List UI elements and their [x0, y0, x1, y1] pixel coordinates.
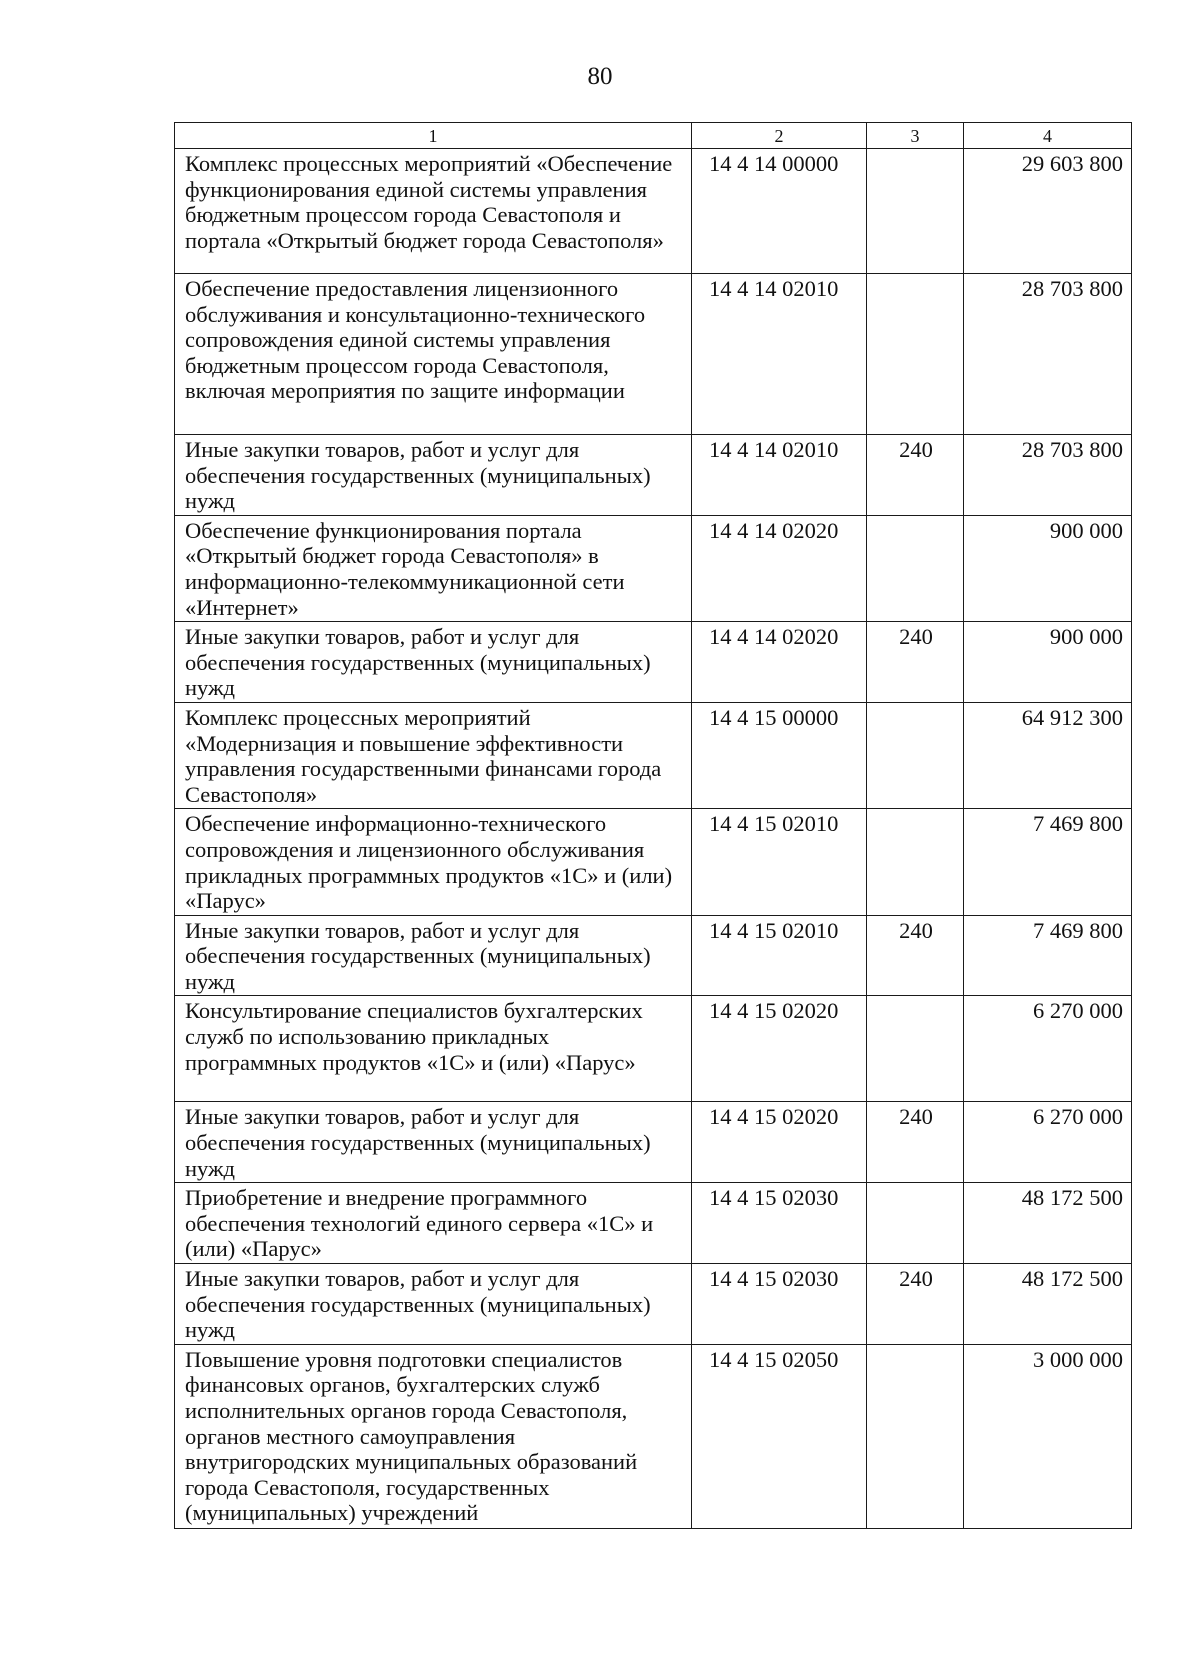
- row-type: 240: [867, 915, 964, 996]
- row-name: Иные закупки товаров, работ и услуг для обеспечения государственных (муниципальных) нужд: [175, 1264, 692, 1345]
- row-code: 14 4 15 00000: [692, 702, 867, 808]
- budget-table: [174, 122, 1132, 1529]
- table-row: [175, 1183, 1132, 1264]
- row-code: 14 4 14 02010: [692, 274, 867, 435]
- row-type: [867, 996, 964, 1102]
- row-code: 14 4 15 02010: [692, 915, 867, 996]
- table-row: [175, 996, 1132, 1102]
- row-type: [867, 274, 964, 435]
- row-amount: 28 703 800: [964, 274, 1132, 435]
- row-code: 14 4 14 02020: [692, 622, 867, 703]
- table-row: [175, 1344, 1132, 1528]
- row-code: 14 4 14 00000: [692, 149, 867, 274]
- column-header-amount: 4: [964, 123, 1132, 149]
- row-amount: 6 270 000: [964, 996, 1132, 1102]
- row-amount: 28 703 800: [964, 435, 1132, 516]
- row-name: Комплекс процессных мероприятий «Модернизация и повышение эффективности управления государственными финансами города Севастополя»: [175, 702, 692, 808]
- row-type: 240: [867, 1102, 964, 1183]
- row-code: 14 4 15 02020: [692, 996, 867, 1102]
- row-name: Иные закупки товаров, работ и услуг для обеспечения государственных (муниципальных) нужд: [175, 435, 692, 516]
- row-type: 240: [867, 622, 964, 703]
- column-header-type: 3: [867, 123, 964, 149]
- row-name: Комплекс процессных мероприятий «Обеспечение функционирования единой системы управления бюджетным процессом города Севастополя и портала «Открытый бюджет города Севастополя»: [175, 149, 692, 274]
- row-type: [867, 149, 964, 274]
- column-header-name: 1: [175, 123, 692, 149]
- row-name: Обеспечение информационно-технического сопровождения и лицензионного обслуживания прикладных программных продуктов «1С» и (или) «Парус»: [175, 809, 692, 915]
- row-name: Иные закупки товаров, работ и услуг для обеспечения государственных (муниципальных) нужд: [175, 622, 692, 703]
- table-row: [175, 515, 1132, 621]
- row-name: Приобретение и внедрение программного обеспечения технологий единого сервера «1С» и (или) «Парус»: [175, 1183, 692, 1264]
- row-amount: 48 172 500: [964, 1264, 1132, 1345]
- column-header-code: 2: [692, 123, 867, 149]
- row-type: 240: [867, 1264, 964, 1345]
- row-name: Консультирование специалистов бухгалтерских служб по использованию прикладных программных продуктов «1С» и (или) «Парус»: [175, 996, 692, 1102]
- row-amount: 29 603 800: [964, 149, 1132, 274]
- row-name: Обеспечение функционирования портала «Открытый бюджет города Севастополя» в информационно-телекоммуникационной сети «Интернет»: [175, 515, 692, 621]
- row-type: 240: [867, 435, 964, 516]
- row-amount: 7 469 800: [964, 809, 1132, 915]
- row-type: [867, 515, 964, 621]
- row-code: 14 4 15 02050: [692, 1344, 867, 1528]
- table-row: [175, 622, 1132, 703]
- table-row: [175, 149, 1132, 274]
- table-row: [175, 915, 1132, 996]
- table-row: [175, 1264, 1132, 1345]
- row-amount: 900 000: [964, 622, 1132, 703]
- row-type: [867, 702, 964, 808]
- row-code: 14 4 15 02010: [692, 809, 867, 915]
- table-row: [175, 1102, 1132, 1183]
- row-amount: 7 469 800: [964, 915, 1132, 996]
- row-code: 14 4 14 02010: [692, 435, 867, 516]
- row-amount: 6 270 000: [964, 1102, 1132, 1183]
- row-amount: 900 000: [964, 515, 1132, 621]
- row-amount: 48 172 500: [964, 1183, 1132, 1264]
- page-number: 80: [587, 63, 613, 90]
- row-name: Обеспечение предоставления лицензионного обслуживания и консультационно-технического сопровождения единой системы управления бюджетным процессом города Севастополя, включая мероприятия по защите информации: [175, 274, 692, 435]
- row-type: [867, 1183, 964, 1264]
- row-code: 14 4 15 02030: [692, 1183, 867, 1264]
- row-name: Иные закупки товаров, работ и услуг для обеспечения государственных (муниципальных) нужд: [175, 1102, 692, 1183]
- table-row: [175, 702, 1132, 808]
- table-row: [175, 274, 1132, 435]
- row-name: Повышение уровня подготовки специалистов финансовых органов, бухгалтерских служб исполнительных органов города Севастополя, органов местного самоуправления внутригородских муниципальных образований города Севастополя, государственных (муниципальных) учреждений: [175, 1344, 692, 1528]
- table-header-row: [175, 123, 1132, 149]
- table-row: [175, 435, 1132, 516]
- row-code: 14 4 15 02030: [692, 1264, 867, 1345]
- row-amount: 3 000 000: [964, 1344, 1132, 1528]
- row-code: 14 4 14 02020: [692, 515, 867, 621]
- row-code: 14 4 15 02020: [692, 1102, 867, 1183]
- row-type: [867, 1344, 964, 1528]
- row-name: Иные закупки товаров, работ и услуг для обеспечения государственных (муниципальных) нужд: [175, 915, 692, 996]
- row-type: [867, 809, 964, 915]
- table-row: [175, 809, 1132, 915]
- row-amount: 64 912 300: [964, 702, 1132, 808]
